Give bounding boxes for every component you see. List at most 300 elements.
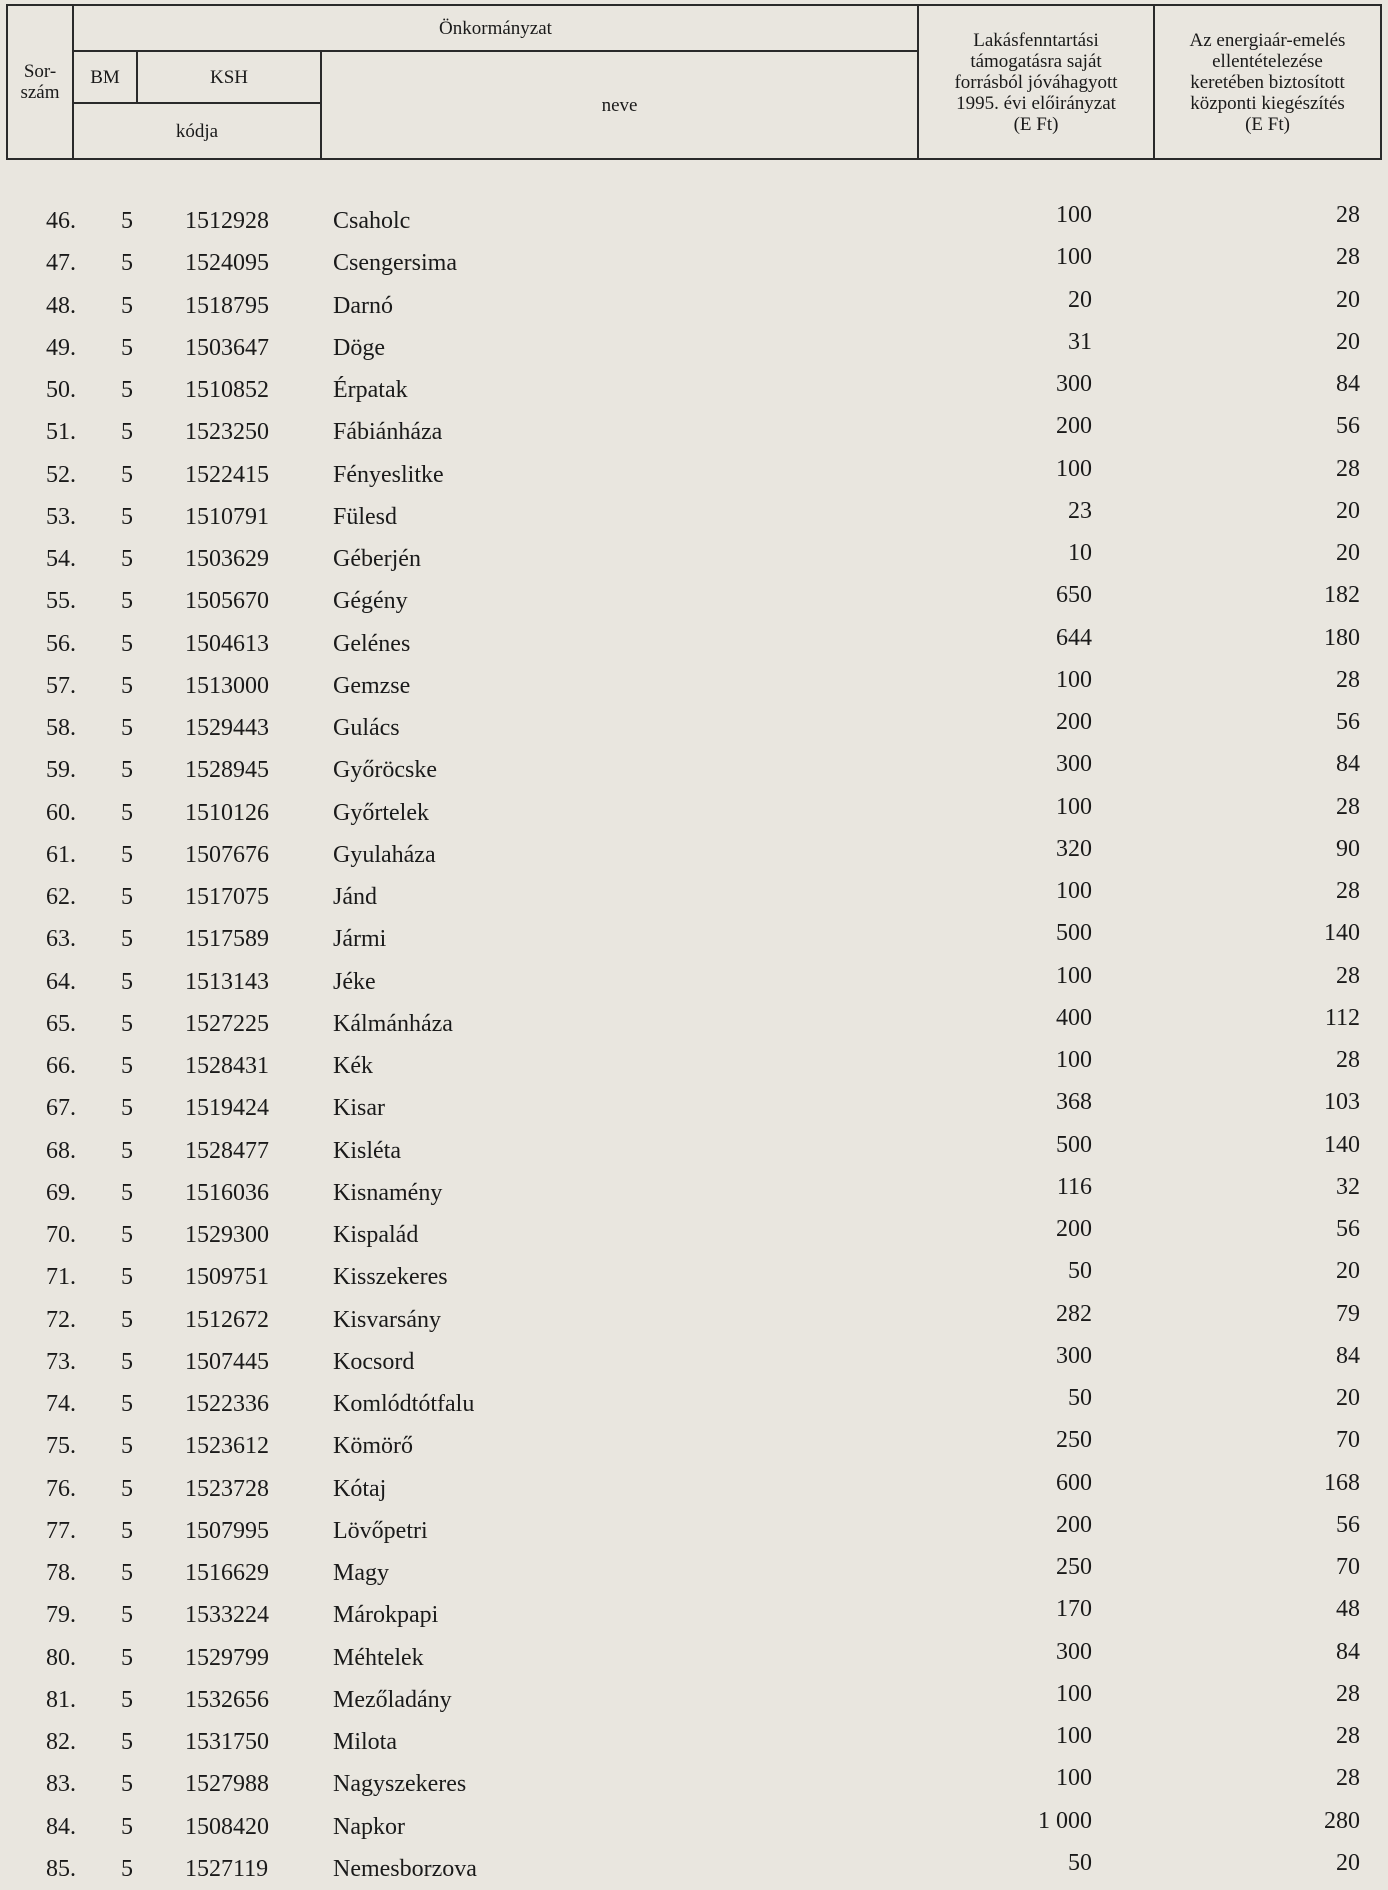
table-row [0, 834, 1388, 876]
table-row [0, 1045, 1388, 1087]
row-bm-code: 5 [121, 1686, 133, 1713]
row-energia-value: 90 [1336, 835, 1360, 862]
row-number: 70. [46, 1222, 76, 1248]
header-onkormanyzat: Önkormányzat [72, 4, 919, 52]
row-energia-value: 28 [1336, 962, 1360, 989]
row-ksh-code: 1507445 [185, 1348, 269, 1375]
row-energia-value: 168 [1324, 1469, 1360, 1496]
row-bm-code: 5 [121, 461, 133, 488]
header-sorszam-line1: Sor- [23, 61, 57, 82]
row-ksh-code: 1523612 [185, 1433, 269, 1460]
row-lakasfenntartasi-value: 50 [1068, 1849, 1092, 1876]
row-lakasfenntartasi-value: 100 [1056, 878, 1092, 904]
row-ksh-code: 1510791 [185, 503, 269, 530]
row-lakasfenntartasi-value: 250 [1056, 1554, 1092, 1580]
row-lakasfenntartasi-value: 500 [1056, 1131, 1092, 1158]
row-lakasfenntartasi-value: 100 [1056, 793, 1092, 820]
row-municipality-name: Érpatak [333, 377, 408, 403]
header-energia-line: keretében biztosított [1190, 71, 1345, 93]
row-municipality-name: Győröcske [333, 757, 437, 784]
row-ksh-code: 1523250 [185, 419, 269, 446]
row-municipality-name: Gemzse [333, 672, 411, 699]
row-lakasfenntartasi-value: 200 [1056, 709, 1092, 735]
row-number: 85. [46, 1855, 76, 1882]
table-row [0, 1510, 1388, 1552]
row-lakasfenntartasi-value: 31 [1068, 328, 1092, 355]
row-energia-value: 20 [1336, 1849, 1360, 1876]
row-ksh-code: 1517589 [185, 926, 269, 953]
row-energia-value: 84 [1336, 1342, 1360, 1369]
row-energia-value: 70 [1336, 1554, 1360, 1580]
row-number: 83. [46, 1771, 76, 1798]
table-row [0, 1003, 1388, 1045]
table-row [0, 1425, 1388, 1467]
header-lakas-line: Lakásfenntartási [973, 29, 1099, 51]
row-ksh-code: 1509751 [185, 1264, 269, 1291]
row-lakasfenntartasi-value: 100 [1056, 455, 1092, 482]
row-energia-value: 79 [1336, 1300, 1360, 1327]
row-ksh-code: 1505670 [185, 588, 269, 615]
row-lakasfenntartasi-value: 100 [1056, 1047, 1092, 1073]
row-bm-code: 5 [121, 1475, 133, 1502]
row-ksh-code: 1527988 [185, 1771, 269, 1798]
row-ksh-code: 1527119 [185, 1855, 269, 1882]
table-row [0, 538, 1388, 580]
row-municipality-name: Csaholc [333, 208, 411, 234]
row-energia-value: 56 [1336, 413, 1360, 440]
row-lakasfenntartasi-value: 50 [1068, 1385, 1092, 1411]
row-bm-code: 5 [121, 588, 133, 615]
table-row [0, 1087, 1388, 1129]
row-bm-code: 5 [121, 419, 133, 446]
row-ksh-code: 1516036 [185, 1179, 269, 1206]
row-number: 71. [46, 1264, 76, 1291]
row-municipality-name: Méhtelek [333, 1644, 424, 1671]
row-bm-code: 5 [121, 841, 133, 868]
row-municipality-name: Gelénes [333, 630, 411, 657]
row-number: 64. [46, 968, 76, 995]
table-row [0, 623, 1388, 665]
row-energia-value: 56 [1336, 1511, 1360, 1538]
row-ksh-code: 1529300 [185, 1222, 269, 1248]
row-lakasfenntartasi-value: 400 [1056, 1004, 1092, 1031]
row-municipality-name: Győrtelek [333, 799, 429, 826]
row-municipality-name: Kálmánháza [333, 1010, 453, 1037]
row-ksh-code: 1518795 [185, 292, 269, 319]
table-row [0, 327, 1388, 369]
row-number: 58. [46, 715, 76, 741]
table-row [0, 369, 1388, 411]
row-energia-value: 20 [1336, 1258, 1360, 1285]
row-municipality-name: Fülesd [333, 503, 398, 530]
row-number: 50. [46, 377, 76, 403]
table-row [0, 580, 1388, 622]
row-lakasfenntartasi-value: 300 [1056, 751, 1092, 778]
row-number: 73. [46, 1348, 76, 1375]
row-energia-value: 140 [1324, 920, 1360, 947]
row-bm-code: 5 [121, 1771, 133, 1798]
row-bm-code: 5 [121, 1391, 133, 1417]
row-lakasfenntartasi-value: 116 [1056, 1173, 1092, 1200]
row-energia-value: 28 [1336, 455, 1360, 482]
row-bm-code: 5 [121, 1095, 133, 1122]
row-energia-value: 28 [1336, 244, 1360, 271]
row-lakasfenntartasi-value: 200 [1056, 413, 1092, 440]
row-ksh-code: 1528945 [185, 757, 269, 784]
header-lakas-line: (E Ft) [1013, 113, 1059, 135]
row-lakasfenntartasi-value: 100 [1056, 202, 1092, 228]
header-energiaar [1153, 4, 1382, 160]
table-row [0, 665, 1388, 707]
table-row [0, 1679, 1388, 1721]
table-row [0, 1214, 1388, 1256]
row-number: 59. [46, 757, 76, 784]
table-row [0, 1256, 1388, 1298]
row-energia-value: 28 [1336, 878, 1360, 904]
header-bm: BM [72, 50, 138, 104]
row-municipality-name: Milota [333, 1729, 397, 1755]
row-municipality-name: Lövőpetri [333, 1517, 428, 1544]
row-energia-value: 28 [1336, 1047, 1360, 1073]
row-municipality-name: Kispalád [333, 1222, 419, 1248]
row-number: 53. [46, 503, 76, 530]
row-bm-code: 5 [121, 1433, 133, 1460]
row-bm-code: 5 [121, 672, 133, 699]
row-lakasfenntartasi-value: 250 [1056, 1427, 1092, 1454]
row-number: 63. [46, 926, 76, 953]
row-energia-value: 84 [1336, 1638, 1360, 1665]
row-energia-value: 20 [1336, 286, 1360, 313]
row-ksh-code: 1517075 [185, 884, 269, 910]
row-lakasfenntartasi-value: 23 [1068, 497, 1092, 524]
row-energia-value: 20 [1336, 497, 1360, 524]
row-ksh-code: 1527225 [185, 1010, 269, 1037]
row-ksh-code: 1503629 [185, 546, 269, 572]
row-lakasfenntartasi-value: 320 [1056, 835, 1092, 862]
row-energia-value: 28 [1336, 793, 1360, 820]
row-municipality-name: Fényeslitke [333, 461, 444, 488]
row-ksh-code: 1529443 [185, 715, 269, 741]
row-municipality-name: Csengersima [333, 250, 457, 277]
row-number: 51. [46, 419, 76, 446]
row-energia-value: 28 [1336, 1765, 1360, 1792]
row-number: 48. [46, 292, 76, 319]
table-row [0, 1763, 1388, 1805]
row-bm-code: 5 [121, 503, 133, 530]
row-energia-value: 20 [1336, 540, 1360, 566]
row-energia-value: 28 [1336, 1680, 1360, 1707]
row-energia-value: 20 [1336, 1385, 1360, 1411]
table-row [0, 1468, 1388, 1510]
row-municipality-name: Géberjén [333, 546, 421, 572]
row-municipality-name: Kisar [333, 1095, 385, 1122]
row-municipality-name: Mezőladány [333, 1686, 452, 1713]
row-number: 84. [46, 1813, 76, 1840]
row-lakasfenntartasi-value: 100 [1056, 244, 1092, 271]
row-ksh-code: 1533224 [185, 1602, 269, 1629]
row-bm-code: 5 [121, 1222, 133, 1248]
row-number: 55. [46, 588, 76, 615]
table-row [0, 1172, 1388, 1214]
row-bm-code: 5 [121, 546, 133, 572]
row-lakasfenntartasi-value: 500 [1056, 920, 1092, 947]
table-row [0, 1637, 1388, 1679]
row-bm-code: 5 [121, 1053, 133, 1079]
row-ksh-code: 1503647 [185, 334, 269, 361]
row-municipality-name: Nagyszekeres [333, 1771, 467, 1798]
header-lakas-line: forrásból jóváhagyott [954, 71, 1118, 93]
row-energia-value: 180 [1324, 624, 1360, 651]
row-lakasfenntartasi-value: 1 000 [1038, 1807, 1092, 1834]
table-row [0, 454, 1388, 496]
row-energia-value: 56 [1336, 1216, 1360, 1242]
row-bm-code: 5 [121, 1010, 133, 1037]
row-number: 46. [46, 208, 76, 234]
row-bm-code: 5 [121, 1560, 133, 1586]
header-sorszam [6, 4, 74, 160]
row-bm-code: 5 [121, 1517, 133, 1544]
table-row [0, 1848, 1388, 1890]
row-number: 78. [46, 1560, 76, 1586]
row-energia-value: 182 [1324, 582, 1360, 609]
row-lakasfenntartasi-value: 100 [1056, 1765, 1092, 1792]
table-header [6, 4, 1382, 160]
row-ksh-code: 1507676 [185, 841, 269, 868]
row-energia-value: 103 [1324, 1089, 1360, 1116]
row-number: 79. [46, 1602, 76, 1629]
row-energia-value: 28 [1336, 666, 1360, 693]
row-number: 67. [46, 1095, 76, 1122]
row-bm-code: 5 [121, 884, 133, 910]
row-bm-code: 5 [121, 1602, 133, 1629]
row-lakasfenntartasi-value: 200 [1056, 1511, 1092, 1538]
row-municipality-name: Kisléta [333, 1137, 401, 1164]
row-municipality-name: Kisnamény [333, 1179, 443, 1206]
row-municipality-name: Napkor [333, 1813, 405, 1840]
header-energia-line: (E Ft) [1245, 113, 1290, 135]
row-number: 54. [46, 546, 76, 572]
table-row [0, 1594, 1388, 1636]
row-municipality-name: Jéke [333, 968, 376, 995]
table-row [0, 792, 1388, 834]
row-bm-code: 5 [121, 1179, 133, 1206]
row-lakasfenntartasi-value: 600 [1056, 1469, 1092, 1496]
row-municipality-name: Döge [333, 334, 385, 361]
row-municipality-name: Darnó [333, 292, 393, 319]
row-energia-value: 20 [1336, 328, 1360, 355]
row-bm-code: 5 [121, 1729, 133, 1755]
row-bm-code: 5 [121, 1137, 133, 1164]
row-number: 68. [46, 1137, 76, 1164]
row-bm-code: 5 [121, 715, 133, 741]
row-municipality-name: Kisszekeres [333, 1264, 448, 1291]
row-municipality-name: Kömörő [333, 1433, 413, 1460]
row-number: 57. [46, 672, 76, 699]
table-row [0, 961, 1388, 1003]
row-energia-value: 48 [1336, 1596, 1360, 1623]
row-ksh-code: 1510126 [185, 799, 269, 826]
row-bm-code: 5 [121, 334, 133, 361]
row-ksh-code: 1524095 [185, 250, 269, 277]
row-lakasfenntartasi-value: 644 [1056, 624, 1092, 651]
row-ksh-code: 1522336 [185, 1391, 269, 1417]
row-lakasfenntartasi-value: 650 [1056, 582, 1092, 609]
row-number: 65. [46, 1010, 76, 1037]
row-lakasfenntartasi-value: 100 [1056, 1723, 1092, 1749]
table-row [0, 242, 1388, 284]
row-lakasfenntartasi-value: 20 [1068, 286, 1092, 313]
row-lakasfenntartasi-value: 200 [1056, 1216, 1092, 1242]
row-ksh-code: 1510852 [185, 377, 269, 403]
row-number: 80. [46, 1644, 76, 1671]
row-ksh-code: 1504613 [185, 630, 269, 657]
row-ksh-code: 1516629 [185, 1560, 269, 1586]
table-row [0, 1721, 1388, 1763]
row-bm-code: 5 [121, 1855, 133, 1882]
row-bm-code: 5 [121, 208, 133, 234]
table-row [0, 1806, 1388, 1848]
row-bm-code: 5 [121, 926, 133, 953]
row-lakasfenntartasi-value: 300 [1056, 1638, 1092, 1665]
row-ksh-code: 1507995 [185, 1517, 269, 1544]
row-municipality-name: Nemesborzova [333, 1855, 477, 1882]
row-number: 66. [46, 1053, 76, 1079]
table-row [0, 496, 1388, 538]
row-ksh-code: 1512928 [185, 208, 269, 234]
row-municipality-name: Jánd [333, 884, 377, 910]
row-ksh-code: 1531750 [185, 1729, 269, 1755]
table-row [0, 200, 1388, 242]
row-number: 76. [46, 1475, 76, 1502]
table-row [0, 1341, 1388, 1383]
row-bm-code: 5 [121, 1264, 133, 1291]
row-bm-code: 5 [121, 799, 133, 826]
row-ksh-code: 1532656 [185, 1686, 269, 1713]
row-municipality-name: Gulács [333, 715, 400, 741]
row-ksh-code: 1508420 [185, 1813, 269, 1840]
row-energia-value: 28 [1336, 1723, 1360, 1749]
header-energia-line: központi kiegészítés [1190, 92, 1345, 114]
row-energia-value: 32 [1336, 1173, 1360, 1200]
row-energia-value: 84 [1336, 371, 1360, 397]
row-energia-value: 84 [1336, 751, 1360, 778]
row-bm-code: 5 [121, 1348, 133, 1375]
table-row [0, 1552, 1388, 1594]
row-ksh-code: 1513000 [185, 672, 269, 699]
header-neve: neve [320, 50, 919, 160]
row-energia-value: 28 [1336, 202, 1360, 228]
row-bm-code: 5 [121, 630, 133, 657]
header-energia-line: Az energiaár-emelés [1189, 29, 1346, 51]
row-ksh-code: 1512672 [185, 1306, 269, 1333]
table-row [0, 876, 1388, 918]
row-ksh-code: 1528431 [185, 1053, 269, 1079]
header-energia-line: ellentételezése [1212, 50, 1323, 72]
row-ksh-code: 1519424 [185, 1095, 269, 1122]
row-number: 81. [46, 1686, 76, 1713]
row-ksh-code: 1513143 [185, 968, 269, 995]
row-number: 60. [46, 799, 76, 826]
row-number: 75. [46, 1433, 76, 1460]
row-number: 69. [46, 1179, 76, 1206]
row-ksh-code: 1523728 [185, 1475, 269, 1502]
row-number: 49. [46, 334, 76, 361]
row-lakasfenntartasi-value: 100 [1056, 666, 1092, 693]
row-municipality-name: Komlódtótfalu [333, 1391, 475, 1417]
row-lakasfenntartasi-value: 282 [1056, 1300, 1092, 1327]
row-ksh-code: 1528477 [185, 1137, 269, 1164]
row-lakasfenntartasi-value: 10 [1068, 540, 1092, 566]
row-energia-value: 280 [1324, 1807, 1360, 1834]
row-number: 52. [46, 461, 76, 488]
row-energia-value: 70 [1336, 1427, 1360, 1454]
row-number: 61. [46, 841, 76, 868]
row-energia-value: 140 [1324, 1131, 1360, 1158]
row-number: 74. [46, 1391, 76, 1417]
header-sorszam-line2: szám [20, 82, 60, 103]
row-lakasfenntartasi-value: 100 [1056, 1680, 1092, 1707]
header-lakasfenntartasi [917, 4, 1155, 160]
row-municipality-name: Kótaj [333, 1475, 387, 1502]
header-kodja: kódja [72, 102, 322, 160]
row-bm-code: 5 [121, 968, 133, 995]
table-row [0, 1383, 1388, 1425]
table-row [0, 1299, 1388, 1341]
row-number: 47. [46, 250, 76, 277]
row-energia-value: 112 [1324, 1004, 1360, 1031]
row-municipality-name: Márokpapi [333, 1602, 439, 1629]
row-municipality-name: Kocsord [333, 1348, 415, 1375]
table-row [0, 918, 1388, 960]
row-municipality-name: Kék [333, 1053, 373, 1079]
row-lakasfenntartasi-value: 300 [1056, 371, 1092, 397]
table-row [0, 707, 1388, 749]
row-bm-code: 5 [121, 250, 133, 277]
row-municipality-name: Jármi [333, 926, 387, 953]
row-number: 56. [46, 630, 76, 657]
table-row [0, 411, 1388, 453]
row-bm-code: 5 [121, 377, 133, 403]
row-municipality-name: Gégény [333, 588, 408, 615]
row-number: 77. [46, 1517, 76, 1544]
table-row [0, 1130, 1388, 1172]
row-bm-code: 5 [121, 1306, 133, 1333]
row-lakasfenntartasi-value: 368 [1056, 1089, 1092, 1116]
table-row [0, 749, 1388, 791]
row-lakasfenntartasi-value: 100 [1056, 962, 1092, 989]
row-bm-code: 5 [121, 1813, 133, 1840]
header-lakas-line: 1995. évi előirányzat [956, 92, 1116, 114]
row-bm-code: 5 [121, 292, 133, 319]
row-ksh-code: 1529799 [185, 1644, 269, 1671]
row-municipality-name: Fábiánháza [333, 419, 443, 446]
row-number: 72. [46, 1306, 76, 1333]
row-number: 82. [46, 1729, 76, 1755]
row-bm-code: 5 [121, 1644, 133, 1671]
table-row [0, 285, 1388, 327]
row-energia-value: 56 [1336, 709, 1360, 735]
row-ksh-code: 1522415 [185, 461, 269, 488]
row-bm-code: 5 [121, 757, 133, 784]
row-municipality-name: Kisvarsány [333, 1306, 441, 1333]
row-municipality-name: Magy [333, 1560, 389, 1586]
row-municipality-name: Gyulaháza [333, 841, 436, 868]
row-lakasfenntartasi-value: 170 [1056, 1596, 1092, 1623]
header-ksh: KSH [136, 50, 322, 104]
row-lakasfenntartasi-value: 300 [1056, 1342, 1092, 1369]
header-lakas-line: támogatásra saját [970, 50, 1102, 72]
row-lakasfenntartasi-value: 50 [1068, 1258, 1092, 1285]
